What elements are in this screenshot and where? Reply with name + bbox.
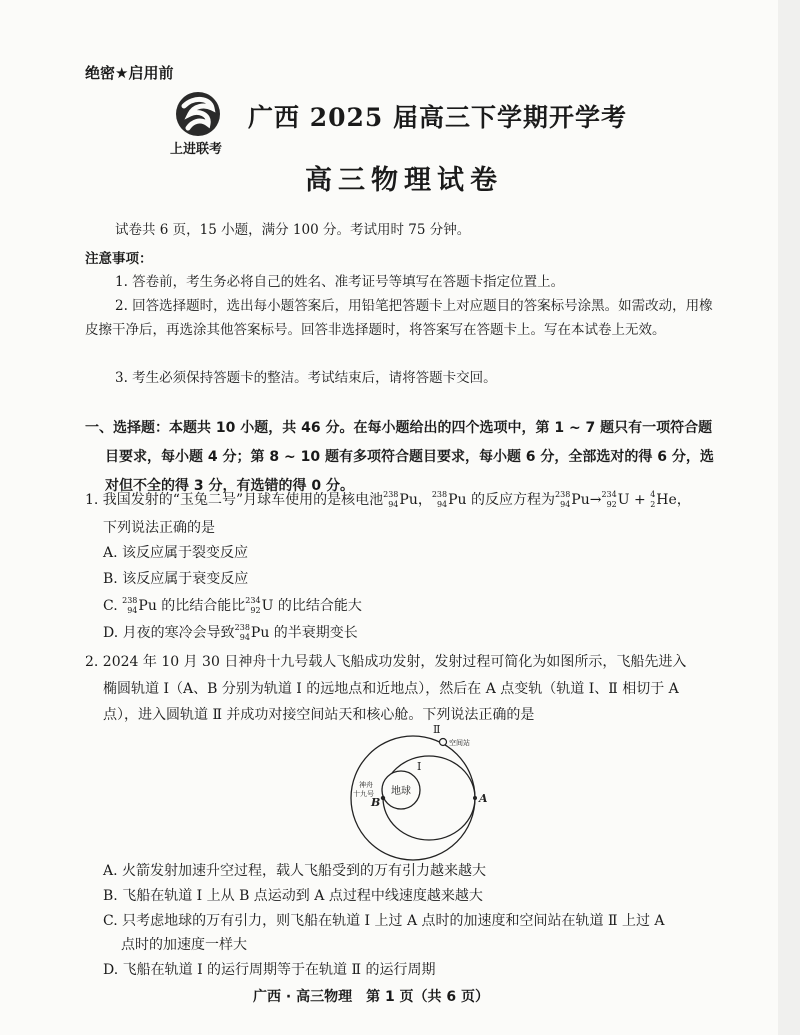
note-item: 1. 答卷前，考生务必将自己的姓名、准考证号等填写在答题卡指定位置上。 [115, 274, 565, 290]
q2-option-c-line1: C. 只考虑地球的万有引力，则飞船在轨道 Ⅰ 上过 A 点时的加速度和空间站在轨道 Ⅱ 上过 A [103, 913, 665, 929]
reaction-arrow: → [589, 492, 602, 508]
orbit-2-label: Ⅱ [433, 723, 441, 736]
symbol-pu: Pu [250, 625, 270, 641]
stem-text: ， [676, 492, 691, 508]
nuclide-pu: 238 94 [431, 490, 448, 509]
section-line: 对但不全的得 3 分，有选错的得 0 分。 [105, 478, 354, 494]
stem-text: 的反应方程为 [466, 492, 556, 508]
section-line: 一、选择题：本题共 10 小题，共 46 分。在每小题给出的四个选项中，第 1 ~ 7 题只有一项符合题 [85, 420, 713, 436]
option-text: 的比结合能比 [156, 598, 246, 614]
q2-option-b: B. 飞船在轨道 Ⅰ 上从 B 点运动到 A 点过程中线速度越来越大 [103, 888, 483, 904]
ship-label-line1: 神舟 [359, 781, 373, 789]
nuclide-u: 234 92 [245, 596, 261, 615]
ship-label-line2: 十九号 [353, 790, 374, 798]
exam-title: 广西 2025 届高三下学期开学考 [248, 103, 627, 132]
intro-text: 试卷共 6 页，15 小题，满分 100 分。考试用时 75 分钟。 [115, 222, 471, 238]
logo-text: 上进联考 [170, 142, 223, 157]
note-item: 2. 回答选择题时，选出每小题答案后，用铅笔把答题卡上对应题目的答案标号涂黑。如需改动，用橡皮擦干净后，再选涂其他答案标号。回答非选择题时，将答案写在答题卡上。写在本试卷上无效。 [85, 298, 713, 338]
page-footer: 广西 · 高三物理 第 1 页（共 6 页） [253, 989, 490, 1005]
nuclide-pu: 238 94 [122, 596, 138, 615]
symbol-pu: Pu [571, 492, 590, 508]
option-text: C. [103, 598, 123, 614]
nuclide-pu: 238 94 [234, 623, 250, 642]
question-1-stem [85, 486, 735, 514]
q2-option-a: A. 火箭发射加速升空过程，载人飞船受到的万有引力越来越大 [103, 863, 487, 879]
stem-text: 1. 我国发射的“玉兔二号”月球车使用的是核电池 [85, 492, 384, 508]
question-1-stem-line2: 下列说法正确的是 [103, 520, 215, 536]
question-2-stem-line3: 点），进入圆轨道 Ⅱ 并成功对接空间站天和核心舱。下列说法正确的是 [103, 707, 535, 723]
q2-option-d: D. 飞船在轨道 Ⅰ 的运行周期等于在轨道 Ⅱ 的运行周期 [103, 962, 436, 978]
symbol-pu: Pu [399, 492, 418, 508]
symbol-pu: Pu [138, 598, 157, 614]
option-text: D. 月夜的寒冷会导致 [103, 625, 235, 641]
q1-option-a: A. 该反应属于裂变反应 [103, 545, 249, 561]
symbol-u: U [617, 492, 630, 508]
subject-title: 高三物理试卷 [305, 165, 503, 196]
q1-option-c [103, 593, 362, 619]
point-a-label: A [479, 792, 488, 805]
station-label: 空间站 [449, 739, 470, 747]
nuclide-pu: 238 94 [383, 490, 399, 509]
symbol-he: He [656, 492, 677, 508]
plus-sign: + [629, 492, 651, 508]
q1-option-b: B. 该反应属于衰变反应 [103, 571, 249, 587]
option-text: 的比结合能大 [273, 598, 362, 614]
symbol-pu: Pu [448, 492, 467, 508]
note-item: 3. 考生必须保持答题卡的整洁。考试结束后，请将答题卡交回。 [115, 370, 497, 386]
option-text: 的半衰期变长 [269, 625, 358, 641]
stem-text: ， [417, 492, 432, 508]
section-line: 目要求，每小题 4 分；第 8 ~ 10 题有多项符合题目要求，每小题 6 分，全部选对的得 6 分，选 [105, 449, 714, 465]
symbol-u: U [261, 598, 274, 614]
notes-heading: 注意事项： [85, 251, 153, 267]
nuclide-pu: 238 94 [555, 490, 571, 509]
q2-option-c-line2: 点时的加速度一样大 [121, 937, 247, 953]
nuclide-he: 4 2 [650, 490, 656, 509]
nuclide-u: 234 92 [601, 490, 617, 509]
point-b-label: B [371, 796, 381, 809]
question-2-stem-line2: 椭圆轨道 Ⅰ（A、B 分别为轨道 Ⅰ 的远地点和近地点），然后在 A 点变轨（轨道 Ⅰ、Ⅱ 相切于 A [103, 681, 679, 697]
earth-label: 地球 [391, 786, 411, 797]
confidential-label: 绝密★启用前 [85, 64, 174, 82]
space-station-dot [440, 739, 447, 746]
point-b-dot [381, 796, 385, 800]
point-a-dot [473, 796, 477, 800]
q1-option-d [103, 620, 358, 646]
question-2-stem-line1: 2. 2024 年 10 月 30 日神舟十九号载人飞船成功发射，发射过程可简化为如图所示，飞船先进入 [85, 654, 687, 670]
orbit-1-label: Ⅰ [417, 760, 422, 773]
